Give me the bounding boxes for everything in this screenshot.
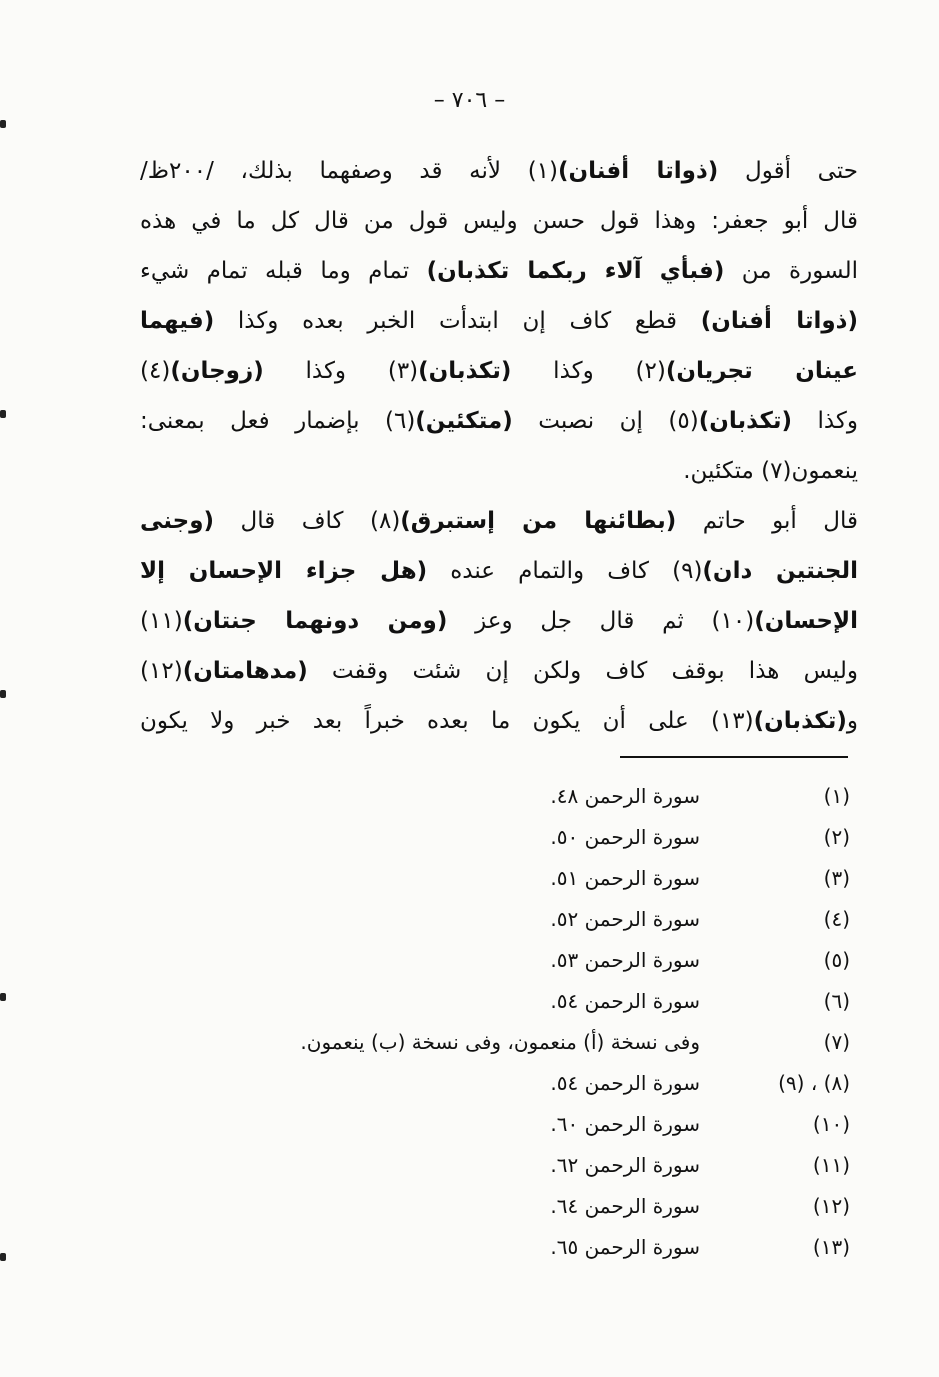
- quran-phrase: (هل جزاء الإحسان إلا: [140, 558, 428, 584]
- footnote-number: (١٢): [812, 1194, 850, 1218]
- quran-phrase: (تكذبان): [418, 358, 512, 384]
- footnote: [200, 1104, 850, 1145]
- footnote-number: (٨) ، (٩): [778, 1071, 850, 1095]
- footnote: [200, 940, 850, 981]
- footnote-text: سورة الرحمن ٥٤.: [550, 989, 700, 1013]
- body-line: [140, 596, 858, 646]
- footnote-number: (١): [823, 784, 850, 808]
- quran-phrase: (تكذبان): [698, 408, 792, 434]
- text-segment: (١٣) على أن يكون ما بعده خبراً بعد خبر ولا يكون: [140, 708, 754, 734]
- text-segment: (٦) بإضمار فعل بمعنى:: [140, 408, 416, 434]
- footnote-number: (٢): [823, 825, 850, 849]
- quran-phrase: الإحسان): [754, 608, 858, 634]
- footnote: [200, 817, 850, 858]
- footnote-number: (١٣): [812, 1235, 850, 1259]
- footnote-number: (٤): [823, 907, 850, 931]
- margin-mark: [0, 690, 6, 698]
- margin-mark: [0, 993, 6, 1001]
- text-segment: قال أبو حاتم: [676, 508, 858, 534]
- text-segment: حتى أقول: [718, 158, 858, 184]
- body-line: [140, 296, 858, 346]
- footnote: [200, 1227, 850, 1268]
- footnote-number: (٧): [823, 1030, 850, 1054]
- text-segment: تمام وما قبله تمام شيء: [140, 258, 427, 284]
- quran-phrase: (فبأي آلاء ربكما تكذبان): [426, 258, 725, 284]
- text-segment: وكذا: [791, 408, 858, 434]
- body-line: [140, 646, 858, 696]
- text-segment: (١٠) ثم قال جل وعز: [447, 608, 755, 634]
- quran-phrase: (ذواتا أفنان): [700, 308, 858, 334]
- text-segment: السورة من: [724, 258, 858, 284]
- footnote-text: سورة الرحمن ٥٤.: [550, 1071, 700, 1095]
- footnotes-list: [200, 776, 850, 1268]
- quran-phrase: (زوجان): [170, 358, 264, 384]
- footnote-text: سورة الرحمن ٥٠.: [550, 825, 700, 849]
- quran-phrase: (فيهما: [140, 308, 215, 334]
- footnote-number: (١٠): [812, 1112, 850, 1136]
- footnote-text: سورة الرحمن ٥١.: [550, 866, 700, 890]
- footnote-text: سورة الرحمن ٤٨.: [550, 784, 700, 808]
- footnote-text: وفى نسخة (أ) منعمون، وفى نسخة (ب) ينعمون.: [300, 1030, 700, 1054]
- footnote-text: سورة الرحمن ٦٥.: [550, 1235, 700, 1259]
- quran-phrase: (ومن دونهما جنتان): [182, 608, 448, 634]
- body-line: [140, 246, 858, 296]
- footnote: [200, 776, 850, 817]
- body-line: [140, 546, 858, 596]
- footnote-number: (٦): [823, 989, 850, 1013]
- footnote: [200, 1022, 850, 1063]
- text-segment: (٢) وكذا: [511, 358, 666, 384]
- text-segment: (١١): [140, 608, 183, 634]
- footnote: [200, 1145, 850, 1186]
- quran-phrase: (وجنى: [140, 508, 215, 534]
- text-segment: قطع كاف إن ابتدأت الخبر بعده وكذا: [214, 308, 701, 334]
- body-line: [140, 146, 858, 196]
- body-line: [140, 696, 858, 746]
- text-segment: و: [846, 708, 858, 734]
- text-segment: (٥) إن نصبت: [512, 408, 699, 434]
- text-segment: (٨) كاف قال: [214, 508, 401, 534]
- page-number: – ٧٠٦ –: [433, 88, 506, 113]
- body-text: [140, 146, 858, 746]
- footnote-text: سورة الرحمن ٦٢.: [550, 1153, 700, 1177]
- footnote: [200, 858, 850, 899]
- quran-phrase: (مدهامتان): [182, 658, 308, 684]
- quran-phrase: عينان تجريان): [665, 358, 858, 384]
- quran-phrase: (ذواتا أفنان): [558, 158, 719, 184]
- text-segment: (١٢): [140, 658, 183, 684]
- text-segment: قال أبو جعفر: وهذا قول حسن وليس قول من قال كل ما في هذه: [140, 208, 858, 234]
- footnote-text: سورة الرحمن ٦٤.: [550, 1194, 700, 1218]
- footnote-number: (٣): [823, 866, 850, 890]
- footnote-text: سورة الرحمن ٦٠.: [550, 1112, 700, 1136]
- margin-mark: [0, 1253, 6, 1261]
- text-segment: (١) لأنه قد وصفهما بذلك، /٢٠٠ظ/: [140, 158, 559, 184]
- footnote: [200, 899, 850, 940]
- body-line: [140, 496, 858, 546]
- margin-mark: [0, 410, 6, 418]
- text-segment: (٤): [140, 358, 171, 384]
- quran-phrase: (متكئين): [415, 408, 513, 434]
- body-line: [140, 196, 858, 246]
- footnote: [200, 981, 850, 1022]
- quran-phrase: الجنتين دان): [702, 558, 858, 584]
- text-segment: وليس هذا بوقف كاف ولكن إن شئت وقفت: [307, 658, 858, 684]
- footnote-separator: [620, 756, 848, 758]
- margin-mark: [0, 120, 6, 128]
- text-segment: ينعمون(٧) متكئين.: [683, 458, 858, 484]
- body-line: [140, 346, 858, 396]
- footnote-text: سورة الرحمن ٥٣.: [550, 948, 700, 972]
- quran-phrase: (تكذبان): [753, 708, 847, 734]
- footnote: [200, 1063, 850, 1104]
- footnote: [200, 1186, 850, 1227]
- body-line: [140, 446, 858, 496]
- body-line: [140, 396, 858, 446]
- footnote-text: سورة الرحمن ٥٢.: [550, 907, 700, 931]
- footnote-number: (٥): [823, 948, 850, 972]
- footnote-number: (١١): [812, 1153, 850, 1177]
- text-segment: (٩) كاف والتمام عنده: [427, 558, 703, 584]
- quran-phrase: (بطائنها من إستبرق): [400, 508, 677, 534]
- text-segment: (٣) وكذا: [263, 358, 419, 384]
